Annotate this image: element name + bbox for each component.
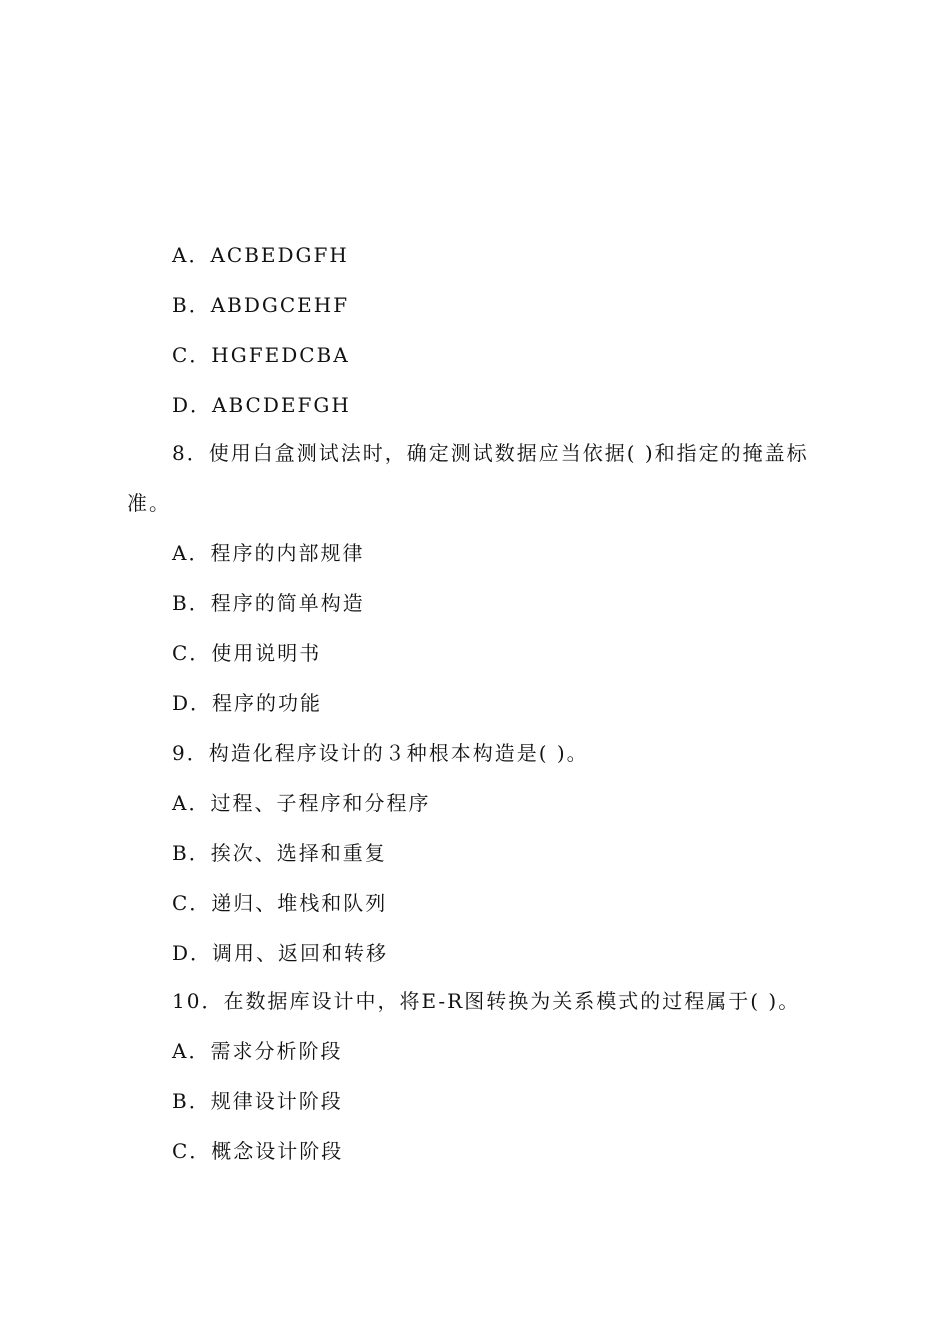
q9-stem: 9．构造化程序设计的３种根本构造是( )。 <box>172 741 589 765</box>
q10-option-c: C．概念设计阶段 <box>172 1139 344 1163</box>
q9-option-c: C．递归、堆栈和队列 <box>172 891 388 915</box>
q8-option-d: D．程序的功能 <box>172 691 323 715</box>
q8-option-a: A．程序的内部规律 <box>172 541 365 565</box>
q7-option-d: D．ABCDEFGH <box>172 393 351 417</box>
q10-option-a: A．需求分析阶段 <box>172 1039 343 1063</box>
q8-stem: 8．使用白盒测试法时，确定测试数据应当依据( )和指定的掩盖标 <box>172 441 809 465</box>
q7-option-b: B．ABDGCEHF <box>172 293 350 317</box>
q9-option-b: B．挨次、选择和重复 <box>172 841 387 865</box>
q10-option-b: B．规律设计阶段 <box>172 1089 343 1113</box>
q9-option-a: A．过程、子程序和分程序 <box>172 791 431 815</box>
q8-option-c: C．使用说明书 <box>172 641 322 665</box>
q8-stem-continuation: 准。 <box>127 491 171 515</box>
q9-option-d: D．调用、返回和转移 <box>172 941 389 965</box>
q7-option-a: A．ACBEDGFH <box>172 243 349 267</box>
q7-option-c: C．HGFEDCBA <box>172 343 350 367</box>
q10-stem: 10．在数据库设计中，将E-R图转换为关系模式的过程属于( )。 <box>172 989 801 1013</box>
q8-option-b: B．程序的简单构造 <box>172 591 365 615</box>
